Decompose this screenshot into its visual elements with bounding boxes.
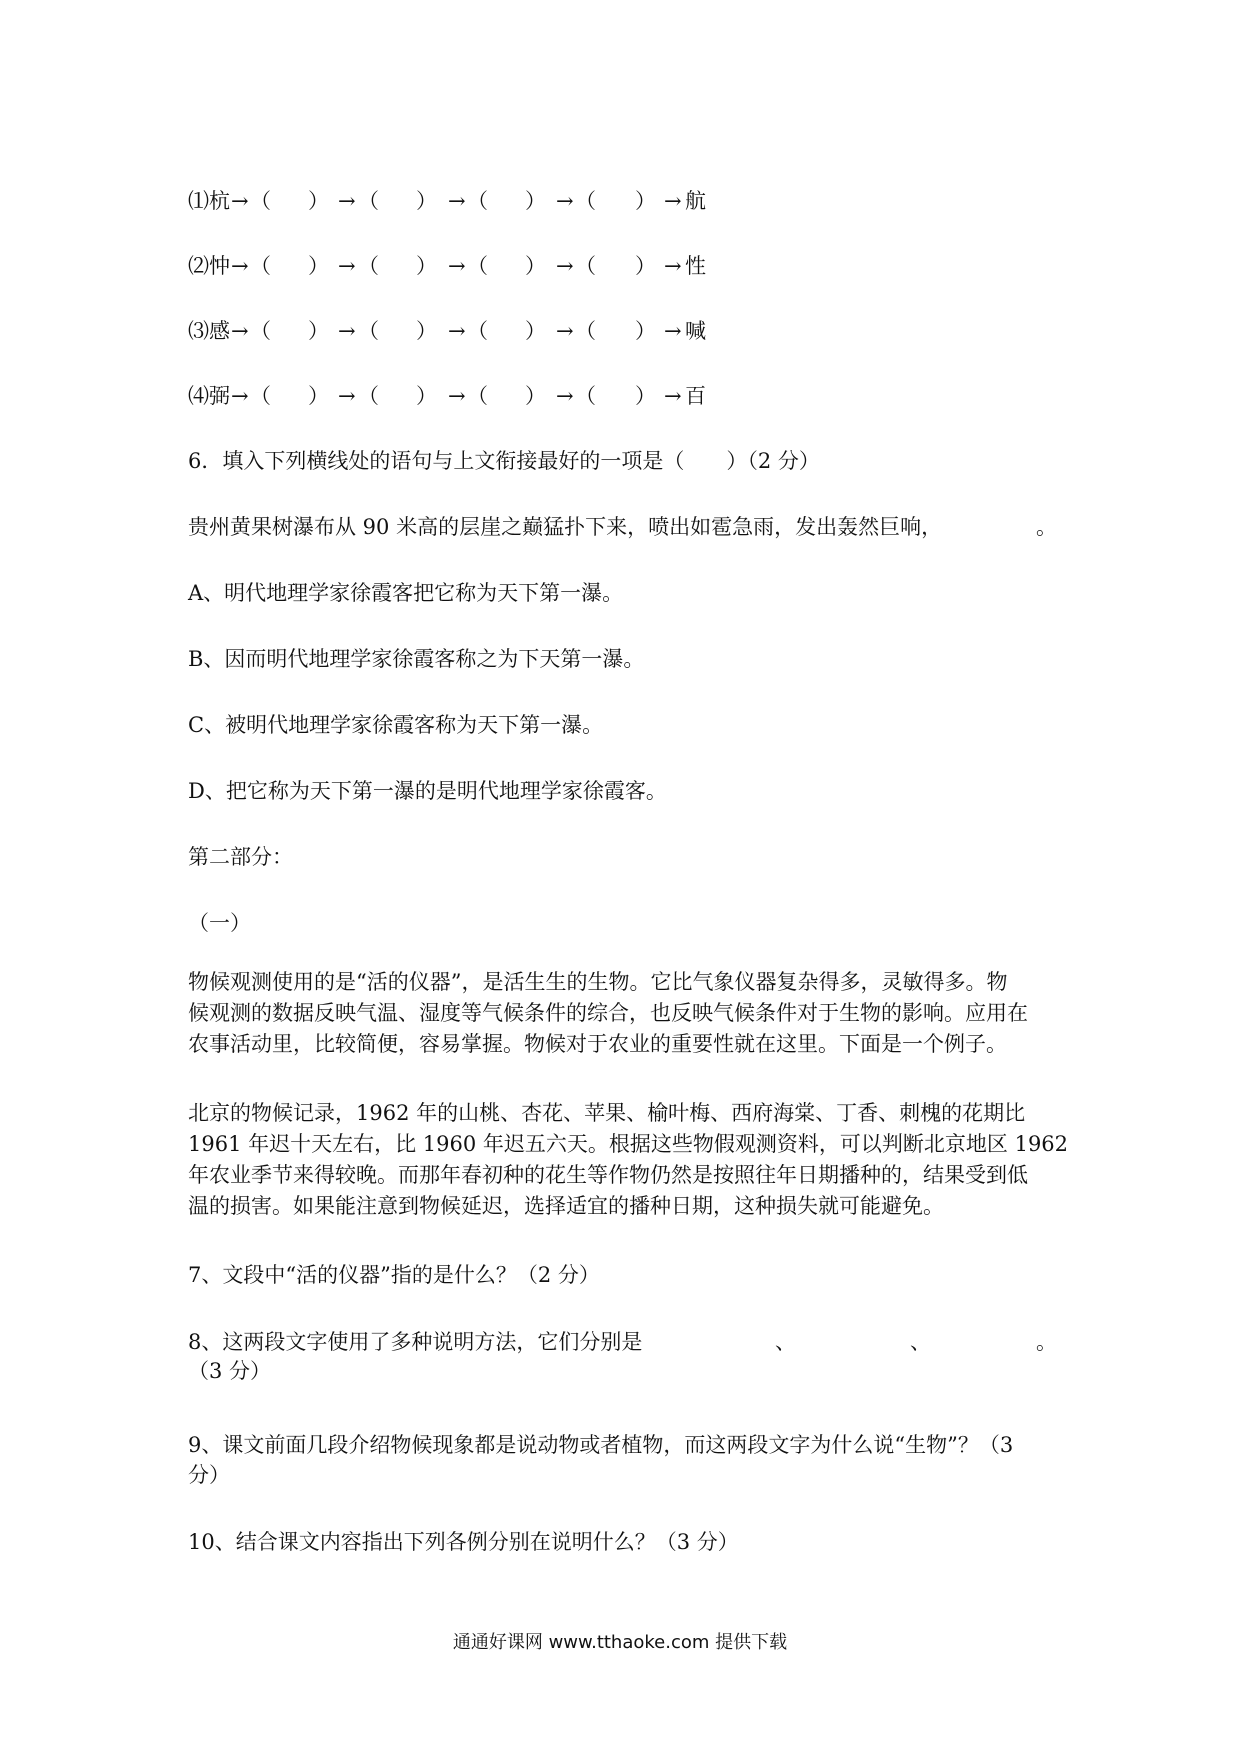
paragraph-line: 北京的物候记录，1962 年的山桃、杏花、苹果、榆叶梅、西府海棠、丁香、刺槐的花期比	[188, 1101, 1026, 1125]
arrow: →	[338, 319, 356, 343]
open-paren: （	[467, 254, 488, 278]
paragraph-line: 1961 年迟十天左右，比 1960 年迟五六天。根据这些物假观测资料，可以判断北京地区 1962	[188, 1132, 1069, 1156]
open-paren: （	[358, 189, 379, 213]
part2-heading: 第二部分：	[188, 845, 293, 869]
close-paren: ）	[416, 384, 437, 408]
q8-score: （3 分）	[188, 1359, 272, 1383]
q6-sentence-end: 。	[1036, 515, 1057, 539]
paragraph-line: 物候观测使用的是“活的仪器”，是活生生的生物。它比气象仪器复杂得多，灵敏得多。物	[188, 970, 1008, 994]
arrow: →	[664, 254, 682, 278]
open-paren: （	[358, 319, 379, 343]
q8-separator: 、	[910, 1330, 931, 1354]
arrow: →	[448, 384, 466, 408]
q8-stem: 8、这两段文字使用了多种说明方法，它们分别是	[188, 1330, 643, 1354]
open-paren: （	[250, 384, 271, 408]
q9-line-1: 9、课文前面几段介绍物候现象都是说动物或者植物，而这两段文字为什么说“生物”？（3	[188, 1433, 1014, 1457]
chain-start: ⑴杭	[188, 189, 230, 213]
open-paren: （	[250, 254, 271, 278]
arrow: →	[556, 319, 574, 343]
open-paren: （	[358, 254, 379, 278]
arrow: →	[556, 254, 574, 278]
arrow: →	[664, 319, 682, 343]
close-paren: ）	[416, 189, 437, 213]
chain-start: ⑷弼	[188, 384, 230, 408]
chain-end: 性	[685, 254, 706, 278]
close-paren: ）	[416, 254, 437, 278]
open-paren: （	[467, 319, 488, 343]
close-paren: ）	[525, 319, 546, 343]
arrow: →	[664, 189, 682, 213]
close-paren: ）	[416, 319, 437, 343]
open-paren: （	[575, 319, 596, 343]
close-paren: ）	[308, 189, 329, 213]
arrow: →	[231, 319, 249, 343]
q6-sentence: 贵州黄果树瀑布从 90 米高的层崖之巅猛扑下来，喷出如雹急雨，发出轰然巨响，	[188, 515, 943, 539]
arrow: →	[231, 254, 249, 278]
chain-start: ⑶感	[188, 319, 230, 343]
arrow: →	[664, 384, 682, 408]
open-paren: （	[250, 319, 271, 343]
close-paren: ）	[308, 319, 329, 343]
open-paren: （	[250, 189, 271, 213]
chain-end: 百	[685, 384, 706, 408]
close-paren: ）	[635, 189, 656, 213]
arrow: →	[556, 384, 574, 408]
footer-watermark: 通通好课网 www.tthaoke.com 提供下载	[452, 1632, 788, 1653]
q8-end: 。	[1036, 1330, 1057, 1354]
chain-start: ⑵忡	[188, 254, 230, 278]
open-paren: （	[358, 384, 379, 408]
open-paren: （	[575, 384, 596, 408]
q6-option-b: B、因而明代地理学家徐霞客称之为下天第一瀑。	[188, 647, 645, 671]
arrow: →	[338, 384, 356, 408]
paragraph-line: 农事活动里，比较简便，容易掌握。物候对于农业的重要性就在这里。下面是一个例子。	[188, 1032, 1007, 1056]
chain-end: 喊	[685, 319, 706, 343]
q6-option-c: C、被明代地理学家徐霞客称为天下第一瀑。	[188, 713, 604, 737]
paragraph-line: 候观测的数据反映气温、湿度等气候条件的综合，也反映气候条件对于生物的影响。应用在	[188, 1001, 1028, 1025]
close-paren: ）	[525, 384, 546, 408]
passage-paragraph-1	[188, 967, 1058, 1060]
section-heading: （一）	[188, 911, 251, 935]
close-paren: ）	[308, 384, 329, 408]
open-paren: （	[467, 384, 488, 408]
arrow: →	[448, 254, 466, 278]
close-paren: ）	[308, 254, 329, 278]
arrow: →	[556, 189, 574, 213]
arrow: →	[338, 254, 356, 278]
q7: 7、文段中“活的仪器”指的是什么？（2 分）	[188, 1263, 600, 1287]
close-paren: ）	[635, 319, 656, 343]
close-paren: ）	[635, 384, 656, 408]
open-paren: （	[575, 189, 596, 213]
arrow: →	[448, 189, 466, 213]
q8-separator: 、	[775, 1330, 796, 1354]
q6-option-a: A、明代地理学家徐霞客把它称为天下第一瀑。	[188, 581, 624, 605]
open-paren: （	[467, 189, 488, 213]
q9-line-2: 分）	[188, 1463, 230, 1487]
close-paren: ）	[525, 189, 546, 213]
paragraph-line: 年农业季节来得较晚。而那年春初种的花生等作物仍然是按照往年日期播种的，结果受到低	[188, 1163, 1028, 1187]
open-paren: （	[575, 254, 596, 278]
close-paren: ）	[635, 254, 656, 278]
q6-stem: 6．填入下列横线处的语句与上文衔接最好的一项是（ ）（2 分）	[188, 449, 820, 473]
passage-paragraph-2	[188, 1098, 1069, 1222]
q10: 10、结合课文内容指出下列各例分别在说明什么？（3 分）	[188, 1530, 739, 1554]
chain-end: 航	[685, 189, 706, 213]
arrow: →	[448, 319, 466, 343]
paragraph-line: 温的损害。如果能注意到物候延迟，选择适宜的播种日期，这种损失就可能避免。	[188, 1194, 944, 1218]
q6-option-d: D、把它称为天下第一瀑的是明代地理学家徐霞客。	[188, 779, 667, 803]
arrow: →	[231, 189, 249, 213]
close-paren: ）	[525, 254, 546, 278]
arrow: →	[338, 189, 356, 213]
arrow: →	[231, 384, 249, 408]
